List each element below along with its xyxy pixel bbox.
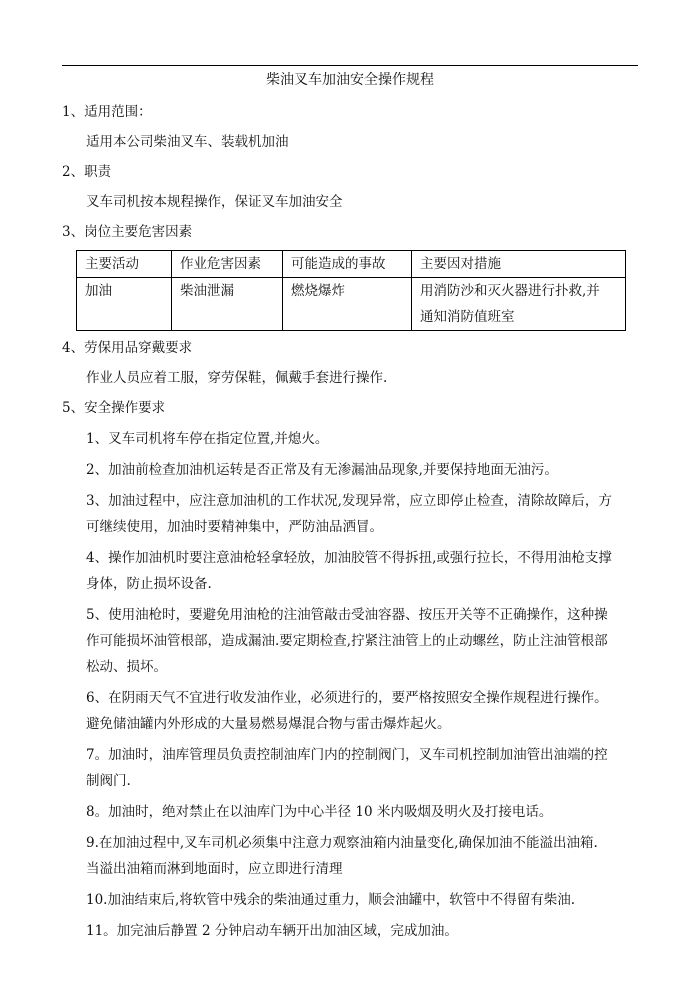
list-item — [86, 742, 640, 794]
list-item-line: 3、加油过程中，应注意加油机的工作状况,发现异常，应立即停止检查，清除故障后，方 — [86, 493, 612, 509]
section-4-body: 作业人员应着工服，穿劳保鞋，佩戴手套进行操作. — [86, 370, 388, 386]
section-5-heading: 5、安全操作要求 — [62, 400, 166, 416]
doc-title: 柴油叉车加油安全操作规程 — [266, 72, 434, 88]
table-cell-hazard: 柴油泄漏 — [172, 278, 283, 331]
table-header-cell: 作业危害因素 — [172, 251, 283, 278]
table-row — [77, 278, 626, 331]
section-3-heading: 3、岗位主要危害因素 — [62, 224, 193, 240]
section-4-heading: 4、劳保用品穿戴要求 — [62, 340, 193, 356]
list-item-line: 1、叉车司机将车停在指定位置,并熄火。 — [86, 431, 329, 447]
table-header-cell: 主要活动 — [77, 251, 172, 278]
list-item-line: 9.在加油过程中,叉车司机必须集中注意力观察油箱内油量变化,确保加油不能溢出油箱. — [86, 835, 598, 851]
list-item-line: 2、加油前检查加油机运转是否正常及有无渗漏油品现象,并要保持地面无油污。 — [86, 462, 558, 478]
section-1-body: 适用本公司柴油叉车、装载机加油 — [86, 134, 289, 150]
list-item — [86, 887, 640, 913]
table-cell-measure — [412, 278, 626, 331]
list-item-line: 10.加油结束后,将软管中残余的柴油通过重力，顺会油罐中，软管中不得留有柴油. — [86, 892, 576, 908]
table-cell-accident: 燃烧爆炸 — [283, 278, 412, 331]
list-item-line: 7。加油时，油库管理员负责控制油库门内的控制阀门，叉车司机控制加油管出油端的控 — [86, 747, 608, 763]
list-item-line: 4、操作加油机时要注意油枪轻拿轻放，加油胶管不得拆扭,或强行拉长，不得用油枪支撑 — [86, 550, 612, 566]
list-item-line: 5、使用油枪时，要避免用油枪的注油管敲击受油容器、按压开关等不正确操作，这种操 — [86, 607, 608, 623]
table-header-cell: 可能造成的事故 — [283, 251, 412, 278]
table-header-row — [77, 251, 626, 278]
list-item — [86, 830, 640, 882]
list-item-line: 可继续使用，加油时要精神集中，严防油品洒冒。 — [86, 519, 383, 535]
list-item — [86, 918, 640, 944]
list-item — [86, 602, 640, 680]
list-item — [86, 426, 640, 452]
section-2-heading: 2、职责 — [62, 164, 112, 180]
safety-requirements-list — [62, 426, 640, 944]
list-item — [86, 799, 640, 825]
list-item-line: 当溢出油箱而淋到地面时，应立即进行清理 — [86, 861, 343, 877]
section-1-heading: 1、适用范围： — [62, 104, 152, 120]
list-item-line: 作可能损坏油管根部，造成漏油.要定期检查,拧紧注油管上的止动螺丝，防止注油管根部 — [86, 633, 608, 649]
list-item-line: 6、在阴雨天气不宜进行收发油作业，必须进行的，要严格按照安全操作规程进行操作。 — [86, 690, 608, 706]
table-cell-measure-line: 通知消防值班室 — [420, 309, 515, 325]
header-rule — [62, 65, 638, 66]
section-2-body: 叉车司机按本规程操作，保证叉车加油安全 — [86, 194, 343, 210]
list-item — [86, 685, 640, 737]
table-cell-measure-line: 用消防沙和灭火器进行扑救,并 — [420, 283, 600, 299]
list-item-line: 身体，防止损坏设备. — [86, 576, 212, 592]
doc-body — [62, 100, 640, 949]
list-item-line: 8。加油时，绝对禁止在以油库门为中心半径 10 米内吸烟及明火及打接电话。 — [86, 804, 553, 820]
list-item — [86, 488, 640, 540]
list-item — [86, 545, 640, 597]
list-item-line: 避免储油罐内外形成的大量易燃易爆混合物与雷击爆炸起火。 — [86, 716, 451, 732]
list-item-line: 松动、损坏。 — [86, 659, 167, 675]
hazard-table — [76, 250, 626, 331]
list-item-line: 制阀门. — [86, 773, 131, 789]
table-header-cell: 主要因对措施 — [412, 251, 626, 278]
list-item-line: 11。加完油后静置 2 分钟启动车辆开出加油区域，完成加油。 — [86, 923, 458, 939]
table-cell-activity: 加油 — [77, 278, 172, 331]
list-item — [86, 457, 640, 483]
